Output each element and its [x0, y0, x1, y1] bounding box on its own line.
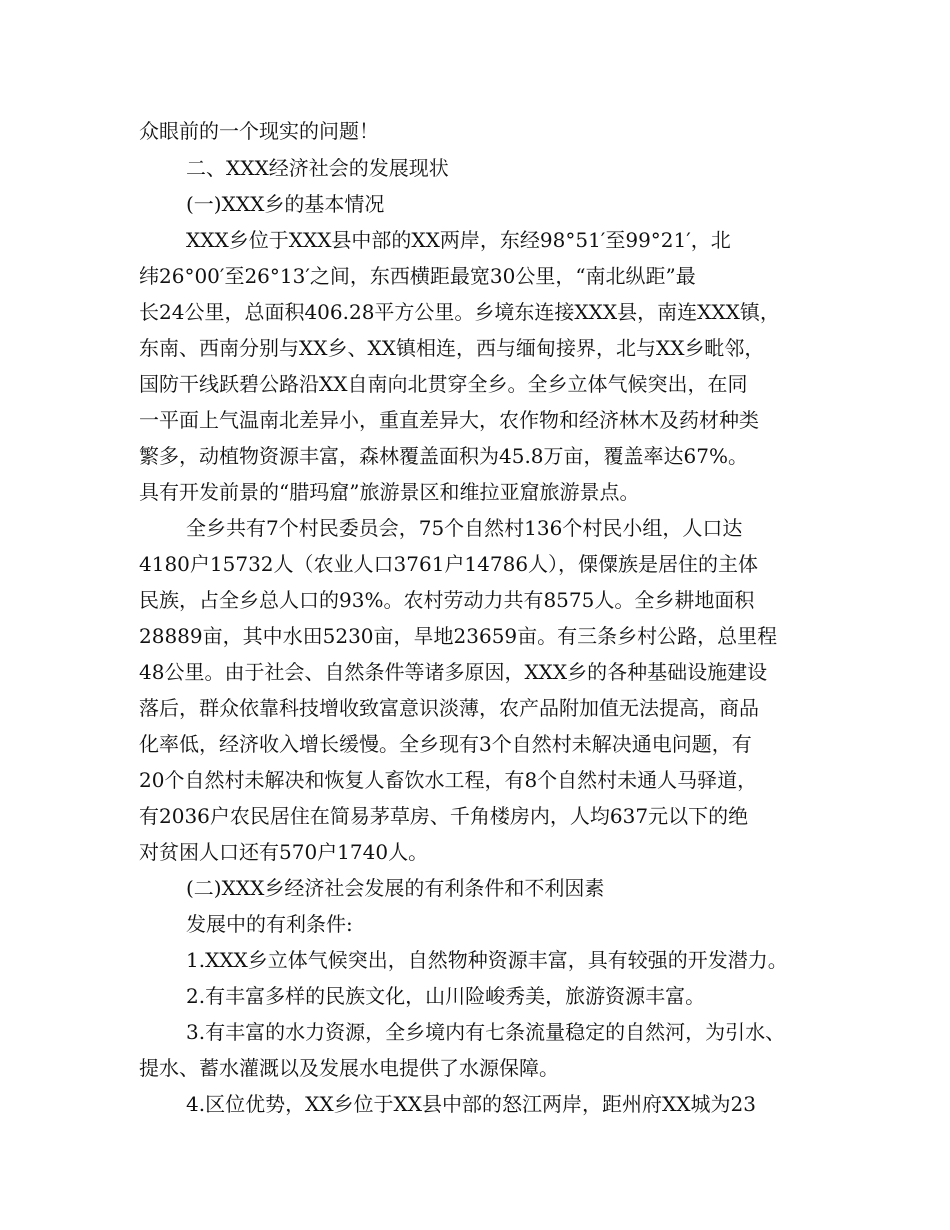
- paragraph-line: 长24公里，总面积406.28平方公里。乡境东连接XXX县，南连XXX镇，: [139, 300, 780, 324]
- section-heading: 二、XXX经济社会的发展现状: [186, 156, 449, 180]
- paragraph-line: 一平面上气温南北差异小，重直差异大，农作物和经济林木及药材种类: [139, 408, 759, 432]
- paragraph-line: 全乡共有7个村民委员会，75个自然村136个村民小组，人口达: [186, 516, 743, 540]
- paragraph-line: 民族，占全乡总人口的93%。农村劳动力共有8575人。全乡耕地面积: [139, 588, 755, 612]
- paragraph-line: 20个自然村未解决和恢复人畜饮水工程，有8个自然村未通人马驿道，: [139, 768, 758, 792]
- paragraph-line: 4180户15732人（农业人口3761户14786人），傈僳族是居住的主体: [139, 552, 759, 576]
- paragraph-line: 48公里。由于社会、自然条件等诸多原因，XXX乡的各种基础设施建设: [139, 660, 768, 684]
- paragraph-line: 化率低，经济收入增长缓慢。全乡现有3个自然村未解决通电问题，有: [139, 732, 752, 756]
- list-item-continuation: 提水、蓄水灌溉以及发展水电提供了水源保障。: [139, 1056, 559, 1080]
- paragraph-line: 繁多，动植物资源丰富，森林覆盖面积为45.8万亩，覆盖率达67%。: [139, 444, 748, 468]
- paragraph-line: 具有开发前景的“腊玛窟”旅游景区和维拉亚窟旅游景点。: [139, 480, 640, 504]
- paragraph-line: 纬26°00′至26°13′之间，东西横距最宽30公里，“南北纵距”最: [139, 264, 696, 288]
- paragraph-line: 对贫困人口还有570户1740人。: [139, 840, 429, 864]
- paragraph-line: 落后，群众依靠科技增收致富意识淡薄，农产品附加值无法提高，商品: [139, 696, 759, 720]
- list-item: 4.区位优势，XX乡位于XX县中部的怒江两岸，距州府XX城为23: [186, 1092, 756, 1116]
- subsection-heading: (一)XXX乡的基本情况: [186, 192, 385, 216]
- list-item: 2.有丰富多样的民族文化，山川险峻秀美，旅游资源丰富。: [186, 984, 706, 1008]
- subsection-heading: (二)XXX乡经济社会发展的有利条件和不利因素: [186, 876, 605, 900]
- text-line-continuation: 众眼前的一个现实的问题！: [139, 119, 379, 143]
- paragraph-line: 东南、西南分别与XX乡、XX镇相连，西与缅甸接界，北与XX乡毗邻，: [139, 336, 765, 360]
- paragraph-line: 国防干线跃碧公路沿XX自南向北贯穿全乡。全乡立体气候突出，在同: [139, 372, 748, 396]
- list-item: 3.有丰富的水力资源，全乡境内有七条流量稳定的自然河，为引水、: [186, 1020, 786, 1044]
- paragraph-line: 有2036户农民居住在简易茅草房、千角楼房内，人均637元以下的绝: [139, 804, 749, 828]
- list-item: 1.XXX乡立体气候突出，自然物种资源丰富，具有较强的开发潜力。: [186, 948, 788, 972]
- list-intro: 发展中的有利条件:: [186, 912, 353, 936]
- paragraph-line: XXX乡位于XXX县中部的XX两岸，东经98°51′至99°21′，北: [186, 228, 731, 252]
- paragraph-line: 28889亩，其中水田5230亩，旱地23659亩。有三条乡村公路，总里程: [139, 624, 778, 648]
